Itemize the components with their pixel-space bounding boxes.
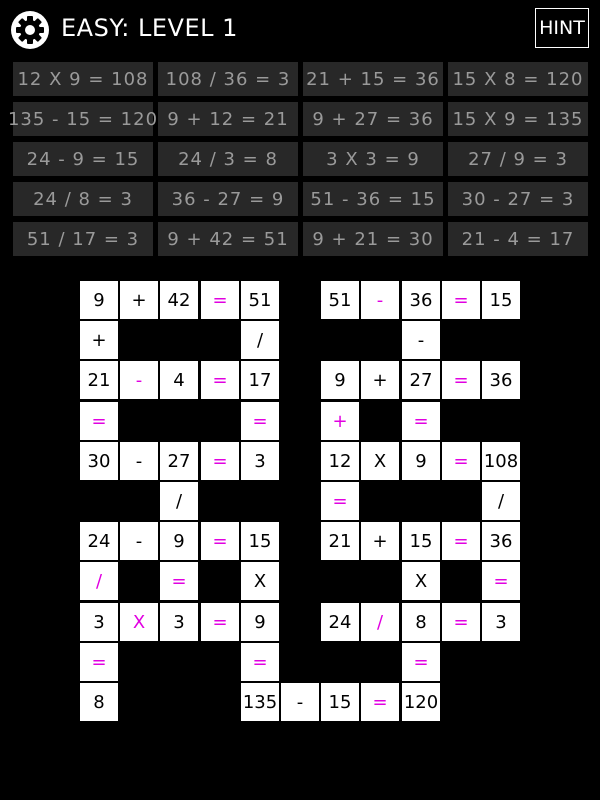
grid-cell[interactable]: + (120, 281, 158, 319)
grid-cell[interactable]: 51 (241, 281, 279, 319)
grid-cell[interactable]: 15 (482, 281, 520, 319)
grid-cell[interactable]: / (241, 321, 279, 359)
hint-button[interactable]: HINT (535, 8, 589, 48)
grid-cell[interactable]: - (120, 442, 158, 480)
grid-cell[interactable]: 9 (80, 281, 118, 319)
equation-tile[interactable]: 15 X 9 = 135 (448, 102, 588, 136)
grid-cell[interactable]: 12 (321, 442, 359, 480)
grid-cell[interactable]: - (361, 281, 399, 319)
grid-cell[interactable]: = (321, 482, 359, 520)
grid-cell[interactable]: = (442, 522, 480, 560)
grid-cell[interactable]: / (482, 482, 520, 520)
grid-cell[interactable]: + (361, 522, 399, 560)
grid-cell[interactable]: X (361, 442, 399, 480)
header-bar (0, 0, 600, 56)
equation-tile[interactable]: 9 + 12 = 21 (158, 102, 298, 136)
grid-cell[interactable]: = (201, 522, 239, 560)
equation-tile[interactable]: 15 X 8 = 120 (448, 62, 588, 96)
grid-cell[interactable]: 27 (402, 361, 440, 399)
equation-tile[interactable]: 27 / 9 = 3 (448, 142, 588, 176)
equation-tile[interactable]: 24 - 9 = 15 (13, 142, 153, 176)
grid-cell[interactable]: = (361, 683, 399, 721)
equation-tile[interactable]: 3 X 3 = 9 (303, 142, 443, 176)
grid-cell[interactable]: = (402, 402, 440, 440)
grid-cell[interactable]: = (442, 603, 480, 641)
grid-cell[interactable]: 9 (321, 361, 359, 399)
grid-cell[interactable]: - (120, 361, 158, 399)
grid-cell[interactable]: = (201, 442, 239, 480)
page-title: EASY: LEVEL 1 (61, 14, 238, 42)
grid-cell[interactable]: 15 (321, 683, 359, 721)
grid-cell[interactable]: / (160, 482, 198, 520)
grid-cell[interactable]: + (321, 402, 359, 440)
grid-cell[interactable]: - (402, 321, 440, 359)
grid-cell[interactable]: + (80, 321, 118, 359)
equation-tile[interactable]: 9 + 21 = 30 (303, 222, 443, 256)
grid-cell[interactable]: 24 (80, 522, 118, 560)
grid-cell[interactable]: = (160, 562, 198, 600)
equation-tile[interactable]: 12 X 9 = 108 (13, 62, 153, 96)
grid-cell[interactable]: 8 (80, 683, 118, 721)
settings-button[interactable] (10, 10, 50, 50)
equation-tile[interactable]: 21 + 15 = 36 (303, 62, 443, 96)
equation-tile[interactable]: 21 - 4 = 17 (448, 222, 588, 256)
grid-cell[interactable]: 9 (402, 442, 440, 480)
grid-cell[interactable]: 108 (482, 442, 520, 480)
grid-cell[interactable]: 135 (241, 683, 279, 721)
gear-icon (10, 10, 50, 50)
grid-cell[interactable]: = (201, 603, 239, 641)
grid-cell[interactable]: + (361, 361, 399, 399)
grid-cell[interactable]: 9 (241, 603, 279, 641)
grid-cell[interactable]: 21 (80, 361, 118, 399)
grid-cell[interactable]: 3 (160, 603, 198, 641)
equation-tile[interactable]: 36 - 27 = 9 (158, 182, 298, 216)
grid-cell[interactable]: 17 (241, 361, 279, 399)
grid-cell[interactable]: 8 (402, 603, 440, 641)
grid-cell[interactable]: = (241, 402, 279, 440)
grid-cell[interactable]: = (482, 562, 520, 600)
grid-cell[interactable]: X (120, 603, 158, 641)
grid-cell[interactable]: = (442, 361, 480, 399)
grid-cell[interactable]: 15 (402, 522, 440, 560)
grid-cell[interactable]: = (442, 442, 480, 480)
grid-cell[interactable]: X (241, 562, 279, 600)
grid-cell[interactable]: 3 (482, 603, 520, 641)
grid-cell[interactable]: 36 (402, 281, 440, 319)
grid-cell[interactable]: / (80, 562, 118, 600)
grid-cell[interactable]: = (201, 361, 239, 399)
grid-cell[interactable]: 24 (321, 603, 359, 641)
grid-cell[interactable]: 27 (160, 442, 198, 480)
grid-cell[interactable]: 51 (321, 281, 359, 319)
grid-cell[interactable]: / (361, 603, 399, 641)
grid-cell[interactable]: = (442, 281, 480, 319)
grid-cell[interactable]: = (80, 643, 118, 681)
grid-cell[interactable]: 36 (482, 522, 520, 560)
grid-cell[interactable]: = (201, 281, 239, 319)
grid-cell[interactable]: 36 (482, 361, 520, 399)
grid-cell[interactable]: 120 (402, 683, 440, 721)
grid-cell[interactable]: 21 (321, 522, 359, 560)
grid-cell[interactable]: 42 (160, 281, 198, 319)
grid-cell[interactable]: = (241, 643, 279, 681)
grid-cell[interactable]: = (80, 402, 118, 440)
equation-tile[interactable]: 30 - 27 = 3 (448, 182, 588, 216)
equation-tile[interactable]: 108 / 36 = 3 (158, 62, 298, 96)
equation-tile[interactable]: 51 - 36 = 15 (303, 182, 443, 216)
grid-cell[interactable]: - (281, 683, 319, 721)
grid-cell[interactable]: 3 (241, 442, 279, 480)
equation-tile[interactable]: 51 / 17 = 3 (13, 222, 153, 256)
grid-cell[interactable]: 3 (80, 603, 118, 641)
grid-cell[interactable]: X (402, 562, 440, 600)
grid-cell[interactable]: 15 (241, 522, 279, 560)
equation-tile[interactable]: 24 / 3 = 8 (158, 142, 298, 176)
grid-cell[interactable]: = (402, 643, 440, 681)
equation-tile[interactable]: 9 + 42 = 51 (158, 222, 298, 256)
equation-tile[interactable]: 24 / 8 = 3 (13, 182, 153, 216)
grid-cell[interactable]: 4 (160, 361, 198, 399)
equation-tile[interactable]: 9 + 27 = 36 (303, 102, 443, 136)
grid-cell[interactable]: 9 (160, 522, 198, 560)
grid-cell[interactable]: 30 (80, 442, 118, 480)
equation-tile[interactable]: 135 - 15 = 120 (13, 102, 153, 136)
grid-cell[interactable]: - (120, 522, 158, 560)
